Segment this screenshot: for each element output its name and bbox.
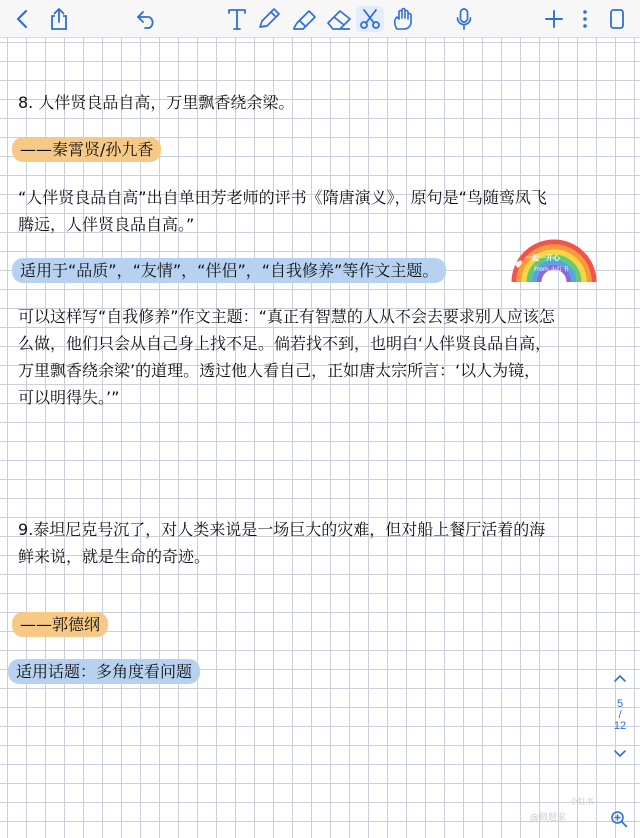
item8-para1-line1: “人伴贤良品自高”出自单田芳老师的评书《隋唐演义》，原句是“鸟随鸾凤飞 bbox=[18, 188, 547, 207]
item8-topics: 适用于“品质”，“友情”，“伴侣”，“自我修养”等作文主题。 bbox=[12, 258, 446, 283]
page-current: 5 bbox=[616, 698, 624, 710]
sticker-line2: From 小红书 bbox=[534, 266, 569, 273]
pen-tool-icon[interactable] bbox=[256, 6, 282, 32]
watermark-bottom: @做题家 bbox=[530, 813, 567, 823]
zoom-icon[interactable] bbox=[610, 810, 628, 832]
item8-para2-line1: 可以这样写“自我修养”作文主题：“真正有智慧的人从不会去要求别人应该怎 bbox=[18, 307, 555, 326]
item9-title-line1: 9.泰坦尼克号沉了，对人类来说是一场巨大的灾难，但对船上餐厅活着的海 bbox=[18, 520, 546, 539]
item8-title: 8. 人伴贤良品自高，万里飘香绕余梁。 bbox=[18, 93, 295, 112]
item8-author-line bbox=[12, 136, 612, 163]
item8-author: ——秦霄贤/孙九香 bbox=[12, 137, 161, 162]
highlighter-icon[interactable] bbox=[290, 6, 318, 32]
page-indicator bbox=[604, 668, 636, 772]
share-icon[interactable] bbox=[48, 6, 70, 32]
add-icon[interactable] bbox=[544, 6, 564, 32]
watermark-top: 小红书 bbox=[570, 797, 594, 806]
item8-para2-line2: 么做，他们只会从自己身上找不足。倘若找不到，也明白‘人伴贤良品自高， bbox=[18, 334, 552, 353]
item9-topics: 适用话题：多角度看问题 bbox=[8, 659, 200, 684]
page-down-icon[interactable] bbox=[604, 744, 636, 764]
item8-para2-line3: 万里飘香绕余梁’的道理。透过他人看自己，正如唐太宗所言：‘以人为镜， bbox=[18, 361, 541, 380]
item9-author-line bbox=[12, 611, 612, 638]
eraser-icon[interactable] bbox=[324, 6, 354, 32]
page-separator: / bbox=[618, 709, 622, 721]
text-tool-icon[interactable] bbox=[226, 6, 248, 32]
undo-icon[interactable] bbox=[136, 6, 158, 32]
page-up-icon[interactable] bbox=[604, 668, 636, 688]
pages-icon[interactable] bbox=[608, 6, 626, 32]
back-chevron-icon[interactable] bbox=[12, 6, 32, 32]
hand-shape-icon[interactable] bbox=[390, 6, 416, 32]
item8-para1-line2: 腾远，人伴贤良品自高。” bbox=[18, 215, 195, 234]
more-icon[interactable] bbox=[578, 6, 592, 32]
microphone-icon[interactable] bbox=[454, 6, 474, 32]
item9-title-line2: 鲜来说，就是生命的奇迹。 bbox=[18, 547, 211, 566]
item8-para2-line4: 可以明得失。’” bbox=[18, 388, 120, 407]
item9-author: ——郭德纲 bbox=[12, 612, 108, 637]
page-total: 12 bbox=[613, 720, 627, 732]
toolbar bbox=[0, 0, 640, 38]
sticker-line1: 一起一开心 bbox=[525, 254, 560, 262]
lasso-scissors-icon[interactable] bbox=[356, 6, 384, 32]
item9-topics-line bbox=[8, 658, 608, 685]
